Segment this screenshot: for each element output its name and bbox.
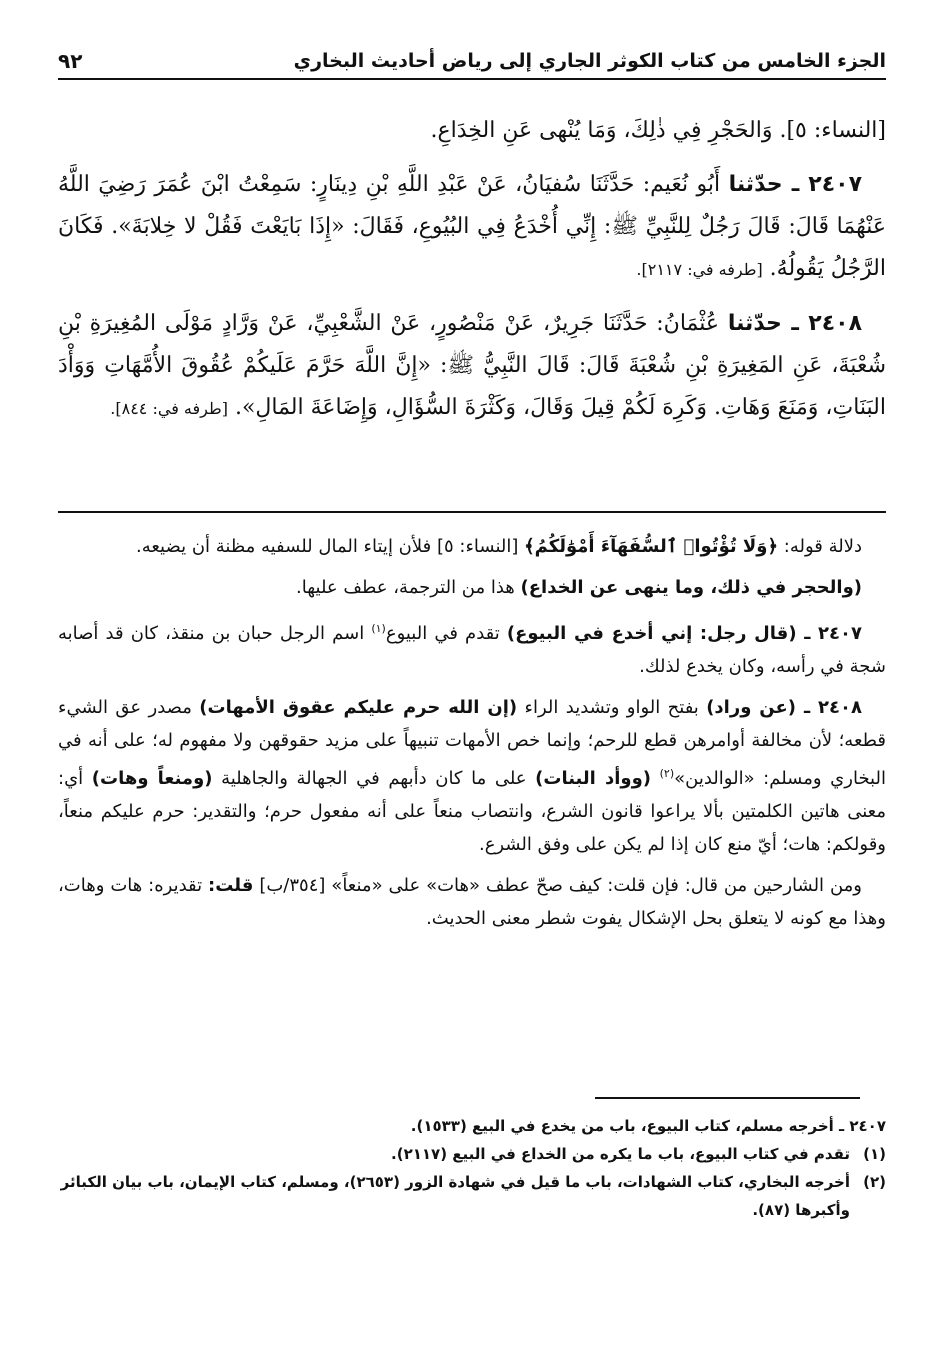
quoted-lemma: (ووأد البنات) [535, 768, 651, 789]
footnote [58, 1168, 886, 1224]
footnote-marker: (٢) [659, 767, 675, 780]
footnote-rule [595, 1097, 860, 1099]
footnote-text: تقدم في كتاب البيوع، باب ما يكره من الخداع في البيع (٢١١٧). [391, 1145, 850, 1163]
text: أي: معنى هاتين الكلمتين بألا يراعوا قانون الشرع، وانتصاب منعاً على أنه مفعول حرم؛ والتقدير: حرم عليكم منعاً، وقولكم: هات؛ أيّ منع كان إذا لم يكن على وفق الشرع. [58, 768, 886, 855]
footnote-marker: (٢) [863, 1173, 886, 1191]
quran-verse: ﴿وَلَا تُؤْتُوا۟ ٱلسُّفَهَآءَ أَمْوَٰلَكُمُ﴾ [524, 536, 779, 557]
footnote [58, 1140, 886, 1168]
commentary-paragraph [58, 869, 886, 935]
hadith-2408 [58, 303, 886, 430]
quoted-lemma: (ومنعاً وهات) [91, 768, 213, 789]
commentary-paragraph [58, 612, 886, 683]
page-number: ٩٢ [58, 49, 83, 73]
commentary-paragraph [58, 530, 886, 563]
quoted-lemma: قلت: [208, 875, 254, 896]
footnote [58, 1112, 886, 1140]
commentary-paragraph [58, 571, 886, 604]
hadith-text [58, 110, 886, 442]
footnote-marker: (١) [863, 1145, 886, 1163]
text: تقديره: هات وهات، وهذا مع كونه لا يتعلق بحل الإشكال يفوت شطر معنى الحديث. [58, 875, 886, 929]
cross-reference: [طرفه في: ٨٤٤]. [110, 399, 228, 418]
quoted-lemma: ٢٤٠٧ ـ (قال رجل: إني أخدع في البيوع) [506, 623, 862, 644]
text: دلالة قوله: [778, 536, 862, 557]
hadith-body: عُثْمَانُ: حَدَّثَنَا جَرِيرٌ، عَنْ مَنْصُورٍ، عَنْ الشَّعْبِيِّ، عَنْ وَرَّادٍ مَوْلَى المُغِيرَةِ بْنِ شُعْبَةَ، عَنِ المَغِيرَةِ بْنِ شُعْبَةَ قَالَ: قَالَ النَّبِيُّ ﷺ: «إِنَّ اللَّهَ حَرَّمَ عَلَيكُمْ عُقُوقَ الأُمَّهَاتِ وَوَأْدَ البَنَاتِ، وَمَنَعَ وَهَاتِ. وَكَرِهَ لَكُمْ قِيلَ وَقَالَ، وَكَثْرَةَ السُّؤَالِ، وَإِضَاعَةَ المَالِ». [58, 311, 886, 420]
quoted-lemma: (إن الله حرم عليكم عقوق الأمهات) [199, 697, 518, 718]
text: هذا من الترجمة، عطف عليها. [296, 577, 521, 598]
footnote-text: أخرجه مسلم، كتاب البيوع، باب من يخدع في البيع (١٥٣٣). [410, 1117, 834, 1135]
commentary [58, 530, 886, 943]
text: اسم الرجل حبان بن منقذ، كان قد أصابه شجة في رأسه، وكان يخدع لذلك. [58, 623, 886, 677]
running-title: الجزء الخامس من كتاب الكوثر الجاري إلى رياض أحاديث البخاري [293, 50, 886, 72]
text: مصدر عق الشيء قطعه؛ لأن مخالفة أوامرهن قطع للرحم؛ وإنما خص الأمهات تنبيهاً على مزيد حقوقهن ولا مفهوم له؛ على أنه في البخاري ومسلم: «الوالدين» [58, 697, 886, 789]
hadith-number: ٢٤٠٨ ـ حدّثنا [727, 311, 863, 336]
footnotes [58, 1112, 886, 1224]
text: تقدم في البيوع [385, 623, 507, 644]
footnote-marker: ٢٤٠٧ ـ [839, 1117, 886, 1135]
commentary-paragraph [58, 691, 886, 861]
text: ومن الشارحين من قال: فإن قلت: كيف صحّ عطف «هات» على «منعاً» [٣٥٤/ب] [253, 875, 862, 896]
chapter-title-end: [النساء: ٥]. وَالحَجْرِ فِي ذٰلِكَ، وَمَا يُنْهى عَنِ الخِدَاعِ. [430, 118, 886, 143]
hadith-number: ٢٤٠٧ ـ حدّثنا [728, 172, 863, 197]
text: على ما كان دأبهم في الجهالة والجاهلية [212, 768, 536, 789]
section-divider [58, 511, 886, 513]
running-header [58, 44, 886, 80]
cross-reference: [طرفه في: ٢١١٧]. [636, 260, 763, 279]
footnote-text: أخرجه البخاري، كتاب الشهادات، باب ما قيل في شهادة الزور (٢٦٥٣)، ومسلم، كتاب الإيمان، باب بيان الكبائر وأكبرها (٨٧). [60, 1173, 850, 1219]
hadith-2407 [58, 164, 886, 291]
quoted-lemma: ٢٤٠٨ ـ (عن وراد) [706, 697, 862, 718]
footnote-marker: (١) [371, 622, 386, 635]
text: بفتح الواو وتشديد الراء [517, 697, 707, 718]
text: [النساء: ٥] فلأن إيتاء المال للسفيه مظنة أن يضيعه. [135, 536, 525, 557]
quoted-lemma: (والحجر في ذلك، وما ينهى عن الخداع) [520, 577, 862, 598]
hadith-body: أَبُو نُعَيم: حَدَّثَنَا سُفيَانُ، عَنْ عَبْدِ اللَّهِ بْنِ دِينَارٍ: سَمِعْتُ ابْنَ عُمَرَ رَضِيَ اللَّهُ عَنْهُمَا قَالَ: قَالَ رَجُلٌ لِلنَّبِيِّ ﷺ: إِنِّي أُخْدَعُ فِي البُيُوعِ، فَقَالَ: «إِذَا بَايَعْتَ فَقُلْ لا خِلابَةَ». فَكَانَ الرَّجُلُ يَقُولُهُ. [58, 172, 886, 281]
